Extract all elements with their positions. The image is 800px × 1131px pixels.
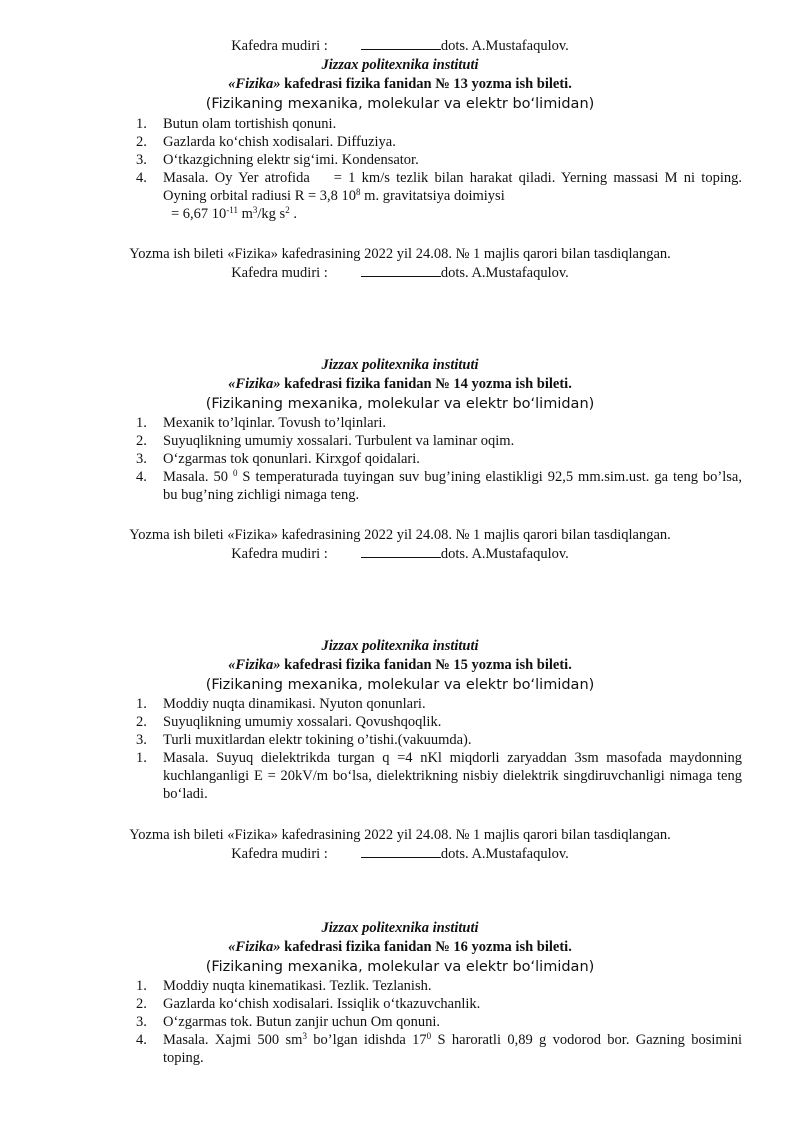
ticket-title: «Fizika» kafedrasi fizika fanidan № 15 yozma ish bileti.: [228, 657, 572, 673]
list-item: 1. Moddiy nuqta kinematikasi. Tezlik. Tezlanish.: [136, 978, 432, 994]
institute-title: Jizzax politexnika instituti: [321, 357, 479, 373]
signature-blank: [361, 845, 441, 858]
head-signature-line: Kafedra mudiri : dots. A.Mustafaqulov.: [231, 265, 569, 281]
ticket-subtitle: (Fizikaning mexanika, molekular va elektr bo‘limidan): [205, 96, 595, 112]
list-item: 3. O‘zgarmas tok qonunlari. Kirxgof qoidalari.: [136, 451, 420, 467]
list-item: 3. O‘zgarmas tok. Butun zanjir uchun Om qonuni.: [136, 1014, 441, 1030]
approval-note: Yozma ish bileti «Fizika» kafedrasining 2022 yil 24.08. № 1 majlis qarori bilan tasdiqlangan.: [129, 246, 671, 262]
list-item: 2. Suyuqlikning umumiy xossalari. Qovushqoqlik.: [136, 714, 442, 730]
ticket-subtitle: (Fizikaning mexanika, molekular va elektr bo‘limidan): [205, 959, 595, 975]
ticket-title-rest: kafedrasi fizika fanidan № 13 yozma ish bileti.: [280, 76, 572, 92]
question-list: [136, 414, 742, 504]
institute-title: Jizzax politexnika instituti: [321, 638, 479, 654]
list-item-problem: 4. Masala. Xajmi 500 $sm^3$ bo’lgan idishda $17^0$ S haroratli 0,89 g vodorod bor. Gazning bosimini toping.: [136, 1031, 743, 1066]
ticket-title: [0, 75, 800, 93]
ticket-subtitle: (Fizikaning mexanika, molekular va elektr bo‘limidan): [205, 677, 595, 693]
signature-blank: [361, 264, 441, 277]
list-item-problem: 1. Masala. Suyuq dielektrikda turgan q =4 nKl miqdorli zaryaddan 3sm masofada maydonning kuchlanganligi E = 20kV/m bo‘lsa, dielektrikning nisbiy dielektrik singdiruvchanligi nimaga teng bo‘ladi.: [136, 750, 742, 802]
list-item: 3. O‘tkazgichning elektr sig‘imi. Kondensator.: [136, 152, 419, 168]
head-name: dots. A.Mustafaqulov.: [440, 38, 569, 54]
signature-blank: [361, 545, 441, 558]
list-item: 1. Moddiy nuqta dinamikasi. Nyuton qonunlari.: [136, 696, 426, 712]
list-item: 3. Turli muxitlardan elektr tokining o’tishi.(vakuumda).: [136, 732, 472, 748]
approval-note: Yozma ish bileti «Fizika» kafedrasining 2022 yil 24.08. № 1 majlis qarori bilan tasdiqlangan.: [129, 827, 671, 843]
head-signature-line: [0, 37, 800, 55]
list-item-problem: 4. Masala. Oy Yer atrofida = 1 km/s tezlik bilan harakat qiladi. Yerning massasi M ni toping. Oyning orbital radiusi R = 3,8 $10^8$ m. gravitatsiya doimiysi = 6,67 $10^{-11}$ $m^3/kg$ $s^2$ .: [136, 170, 742, 222]
ticket-title: «Fizika» kafedrasi fizika fanidan № 14 yozma ish bileti.: [228, 376, 572, 392]
list-item-problem: 4. Masala. 50 $^0$ S temperaturada tuyingan suv bug’ining elastikligi 92,5 mm.sim.ust. ga teng bo’lsa, bu bug’ning zichligi nimaga teng.: [136, 468, 742, 503]
head-signature-line: Kafedra mudiri : dots. A.Mustafaqulov.: [231, 846, 569, 862]
list-item: 2. Gazlarda ko‘chish xodisalari. Diffuziya.: [136, 134, 396, 150]
question-list: [136, 977, 742, 1067]
institute-title: Jizzax politexnika instituti: [321, 920, 479, 936]
ticket-subtitle: (Fizikaning mexanika, molekular va elektr bo‘limidan): [205, 396, 595, 412]
head-signature-line: Kafedra mudiri : dots. A.Mustafaqulov.: [231, 546, 569, 562]
institute-title: Jizzax politexnika instituti: [321, 57, 479, 73]
ticket-title-prefix: «Fizika»: [228, 76, 281, 92]
signature-blank: [361, 37, 441, 50]
list-item: 2. Suyuqlikning umumiy xossalari. Turbulent va laminar oqim.: [136, 433, 515, 449]
question-list: [136, 115, 742, 223]
approval-note: Yozma ish bileti «Fizika» kafedrasining 2022 yil 24.08. № 1 majlis qarori bilan tasdiqlangan.: [129, 527, 671, 543]
list-item: 2. Gazlarda ko‘chish xodisalari. Issiqlik o‘tkazuvchanlik.: [136, 996, 481, 1012]
list-item: 1. Butun olam tortishish qonuni.: [136, 116, 337, 132]
ticket-title: «Fizika» kafedrasi fizika fanidan № 16 yozma ish bileti.: [228, 939, 572, 955]
list-item: 1. Mexanik to’lqinlar. Tovush to’lqinlari.: [136, 415, 387, 431]
question-list: [136, 695, 742, 803]
head-label: Kafedra mudiri :: [231, 38, 328, 54]
